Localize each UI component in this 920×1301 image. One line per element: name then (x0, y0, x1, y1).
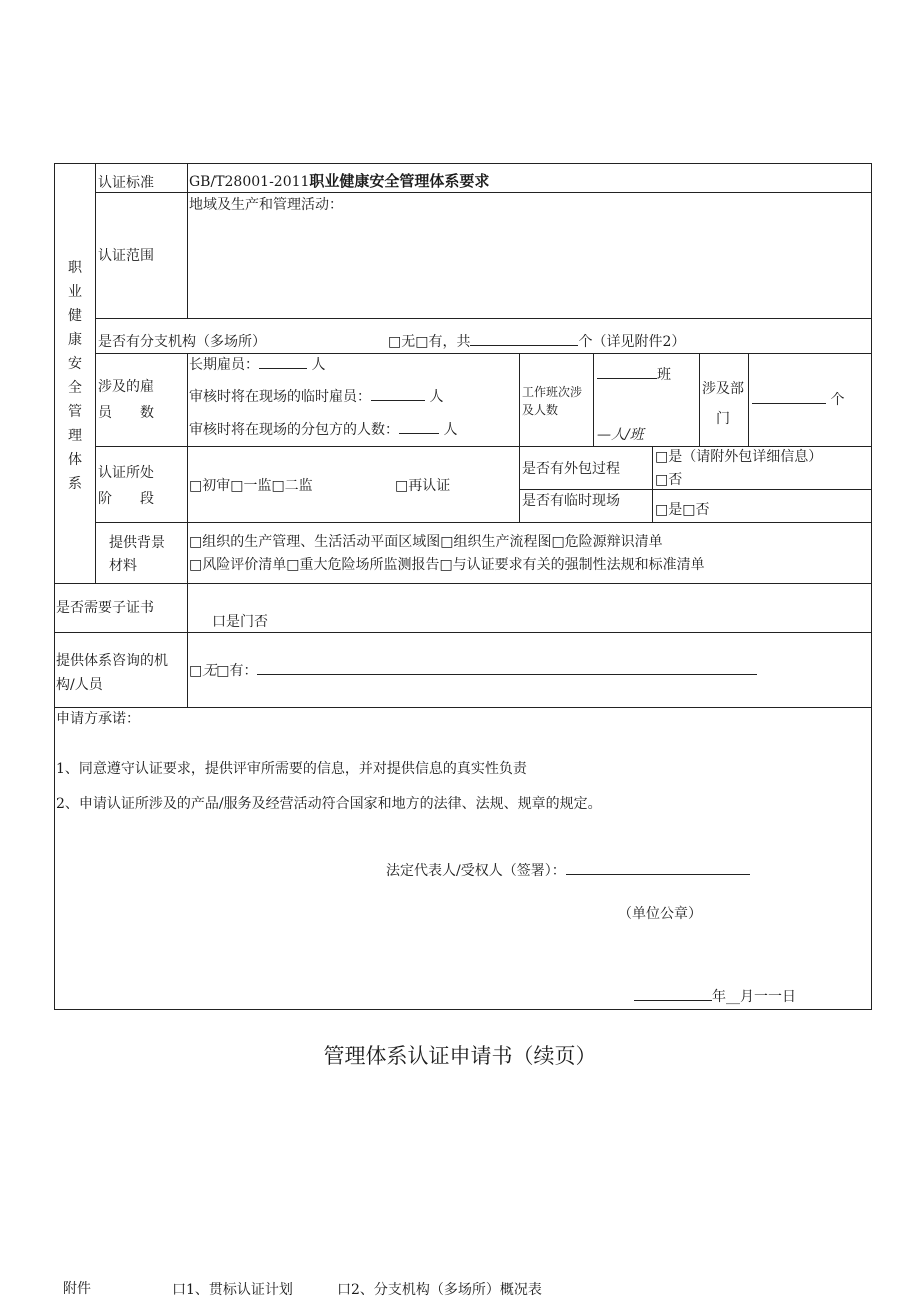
standard-code: GB/T28001-2011 (189, 174, 310, 190)
materials-line-1[interactable]: □组织的生产管理、生活活动平面区域图□组织生产流程图□危险源辩识清单 (189, 534, 663, 550)
divider (95, 446, 872, 447)
stage-options[interactable]: □初审□一监□二监 (189, 478, 313, 494)
branches-unit: 个（详见附件2） (578, 334, 686, 350)
sub-cert-label: 是否需要子证书 (56, 600, 154, 616)
sub-cert-options[interactable]: 口是门否 (212, 614, 268, 630)
materials-line-2[interactable]: □风险评价清单□重大危险场所监测报告□与认证要求有关的强制性法规和标准清单 (189, 557, 705, 573)
standard-name: 职业健康安全管理体系要求 (309, 172, 490, 190)
signature-field[interactable] (566, 862, 750, 875)
signer (386, 862, 750, 880)
dept-count-field[interactable] (752, 391, 826, 404)
standard-value (189, 172, 489, 191)
year-field[interactable] (634, 988, 712, 1001)
materials-label-2: 材料 (109, 558, 137, 574)
divider (519, 353, 520, 522)
divider (54, 632, 872, 633)
divider (748, 353, 749, 446)
stage-recert[interactable]: □再认证 (395, 478, 451, 494)
subcontract-label: 审核时将在现场的分包方的人数： (189, 422, 399, 438)
consult-yes[interactable]: □有： (216, 663, 258, 679)
page-title: 管理体系认证申请书（续页） (323, 1044, 597, 1068)
unit: 人 (429, 389, 444, 405)
date-line (634, 988, 796, 1006)
table-border-left (54, 163, 55, 1009)
temp-site-question: 是否有临时现场 (522, 493, 620, 509)
divider (652, 446, 653, 522)
branches-count-field[interactable] (470, 333, 578, 346)
consult-label-1: 提供体系咨询的机 (56, 653, 168, 669)
long-term-employees (189, 356, 325, 374)
dept-unit: 个 (830, 392, 845, 408)
stage-label-1: 认证所处 (98, 465, 154, 481)
dept-count (752, 391, 844, 409)
subcontract-employees (189, 421, 457, 439)
temp-employees (189, 388, 443, 406)
standard-label: 认证标准 (98, 175, 154, 191)
unit: 人 (443, 422, 458, 438)
divider (187, 583, 188, 707)
pledge-item-1: 1、同意遵守认证要求，提供评审所需要的信息，并对提供信息的真实性负责 (56, 761, 527, 777)
scope-label: 认证范围 (98, 248, 154, 264)
divider (54, 707, 872, 708)
divider (699, 353, 700, 446)
temp-site-options[interactable]: □是□否 (655, 502, 710, 518)
temp-label: 审核时将在现场的临时雇员： (189, 389, 371, 405)
branches-question: 是否有分支机构（多场所） (98, 334, 266, 350)
seal-note: （单位公章） (618, 906, 702, 922)
consult-no[interactable]: □无 (189, 663, 217, 679)
divider (95, 163, 96, 583)
branches-answer (388, 333, 685, 351)
unit: 人 (311, 357, 326, 373)
table-border-bottom (54, 1009, 872, 1010)
date-text: 年__月一一日 (712, 989, 796, 1005)
per-shift: —人/班 (597, 427, 644, 443)
divider (95, 318, 872, 319)
long-term-field[interactable] (259, 356, 307, 369)
divider (519, 489, 872, 490)
temp-field[interactable] (371, 388, 425, 401)
table-border-right (871, 163, 872, 1009)
shift-label-1: 工作班次涉 (522, 385, 583, 399)
outsource-no[interactable]: □否 (655, 472, 683, 488)
side-label: 职业健康安全管理体系 (68, 260, 82, 492)
scope-note: 地域及生产和管理活动： (189, 197, 343, 213)
materials-label-1: 提供背景 (109, 535, 165, 551)
shift-unit: 班 (657, 367, 671, 383)
divider (187, 163, 188, 318)
pledge-title: 申请方承诺： (56, 711, 140, 727)
attachment-item-1[interactable]: 口1、贯标认证计划 (172, 1282, 293, 1298)
branches-options[interactable]: □无□有，共 (388, 334, 471, 350)
consult-answer (189, 662, 757, 680)
attachments-label: 附件 (63, 1281, 91, 1297)
employees-label-1: 涉及的雇 (98, 379, 154, 395)
outsource-question: 是否有外包过程 (522, 461, 620, 477)
divider (95, 192, 872, 193)
divider (54, 583, 872, 584)
divider (95, 353, 872, 354)
shift-count (597, 366, 671, 384)
divider (95, 522, 872, 523)
consult-field[interactable] (257, 662, 757, 675)
table-border-top (54, 163, 872, 164)
attachment-item-2[interactable]: 口2、分支机构（多场所）概况表 (337, 1282, 542, 1298)
divider (187, 353, 188, 583)
pledge-item-2: 2、申请认证所涉及的产品/服务及经营活动符合国家和地方的法律、法规、规章的规定。 (56, 796, 602, 812)
divider (593, 353, 594, 446)
stage-label-2: 阶 段 (98, 491, 154, 507)
shift-label-2: 及人数 (522, 403, 559, 417)
consult-label-2: 构/人员 (56, 677, 103, 693)
dept-label-1: 涉及部 (702, 381, 744, 397)
employees-label-2: 员 数 (98, 405, 154, 421)
long-term-label: 长期雇员： (189, 357, 259, 373)
dept-label-2: 门 (716, 411, 730, 427)
signer-label: 法定代表人/受权人（签署）： (386, 863, 566, 879)
shift-count-field[interactable] (597, 366, 657, 379)
subcontract-field[interactable] (399, 421, 439, 434)
outsource-yes[interactable]: □是（请附外包详细信息） (655, 449, 823, 465)
